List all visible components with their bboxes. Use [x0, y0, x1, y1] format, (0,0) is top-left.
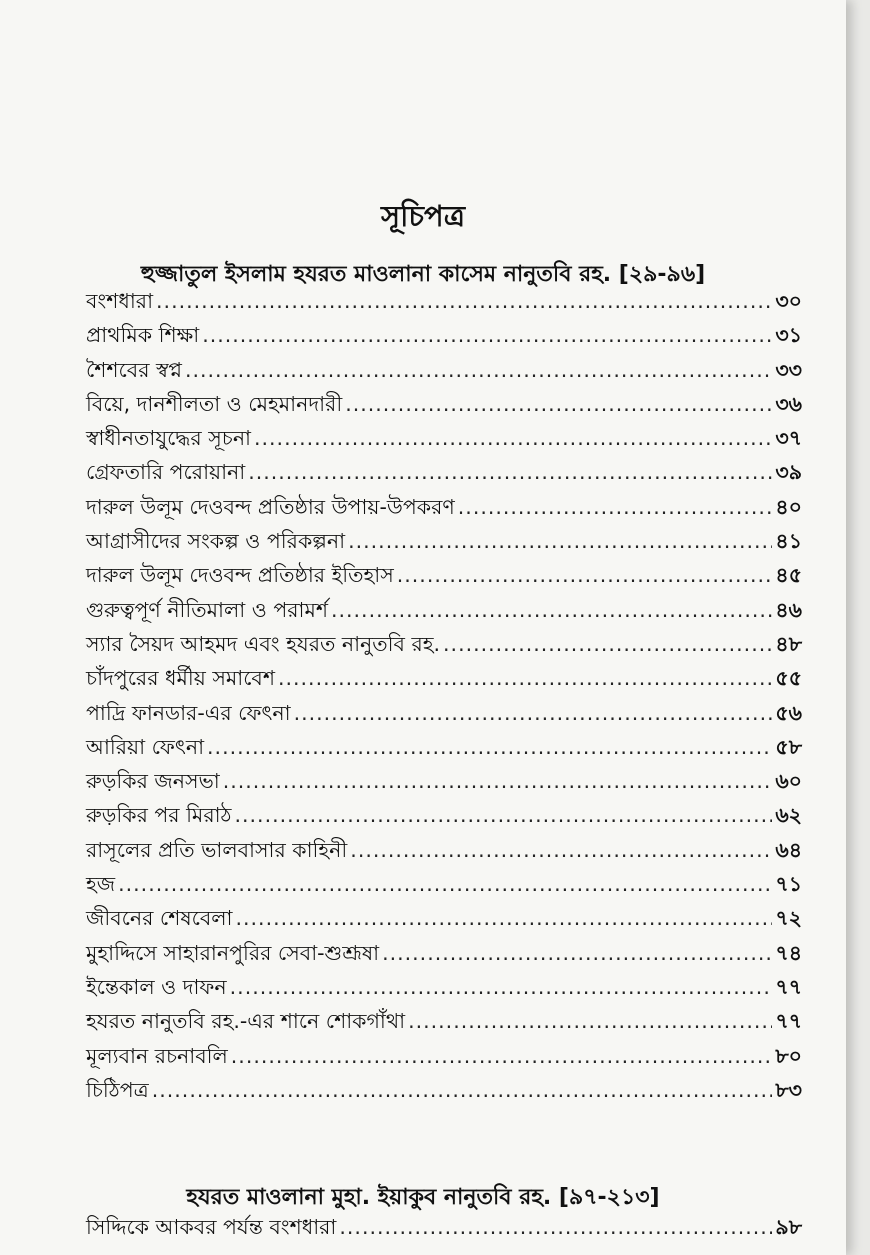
toc-entry-title: হজ — [86, 872, 116, 897]
section-heading-2: হযরত মাওলানা মুহা. ইয়াকুব নানুতবি রহ. [৯৭-২১৩] — [186, 1185, 660, 1210]
dot-leader — [382, 941, 772, 965]
toc-entry — [86, 732, 802, 766]
toc-entry-title: শৈশবের স্বপ্ন — [86, 357, 182, 382]
toc-entry-page: ৭৭ — [775, 1009, 802, 1034]
toc-entry-title: বংশধারা — [86, 289, 154, 313]
toc-entry-page: ৪৮ — [775, 631, 802, 656]
dot-leader — [458, 495, 773, 519]
dot-leader — [345, 392, 772, 416]
toc-entry-title: সিদ্দিকে আকবর পর্যন্ত বংশধারা — [86, 1215, 337, 1239]
toc-entry-title: চাঁদপুরের ধর্মীয় সমাবেশ — [86, 666, 275, 691]
toc-entry-title: প্রাথমিক শিক্ষা — [86, 323, 200, 348]
toc-entry-page: ৩০ — [775, 289, 802, 313]
toc-entry — [86, 869, 802, 903]
toc-entry-title: ইন্তেকাল ও দাফন — [86, 974, 227, 999]
toc-entry-title: স্বাধীনতাযুদ্ধের সূচনা — [86, 426, 251, 451]
toc-entry-page: ৩৬ — [775, 391, 802, 416]
toc-entry-page: ৭৭ — [775, 974, 802, 999]
dot-leader — [156, 289, 772, 313]
dot-leader — [152, 1078, 773, 1102]
dot-leader — [254, 426, 772, 450]
dot-leader — [331, 598, 772, 622]
toc-entry-title: মুহাদ্দিসে সাহারানপুরির সেবা-শুশ্রূষা — [86, 940, 380, 965]
toc-entry-page: ৬২ — [775, 803, 802, 828]
toc-entry — [86, 972, 802, 1006]
toc-entry-title: চিঠিপত্র — [86, 1077, 149, 1102]
toc-entry — [86, 1075, 802, 1109]
toc-entry-title: মূল্যবান রচনাবলি — [86, 1043, 228, 1068]
toc-entry-page: ৮০ — [775, 1043, 802, 1068]
toc-entry-title: দারুল উলূম দেওবন্দ প্রতিষ্ঠার উপায়-উপকরণ — [86, 494, 455, 519]
toc-entry-title: রাসূলের প্রতি ভালবাসার কাহিনী — [86, 837, 348, 862]
toc-entry — [86, 595, 802, 629]
toc-entry-page: ৩৩ — [775, 357, 802, 382]
toc-entry-page: ৯৮ — [775, 1215, 802, 1239]
toc-entry — [86, 560, 802, 594]
toc-entry-page: ৪৫ — [775, 563, 802, 588]
toc-entry-page: ৭৪ — [775, 940, 802, 965]
toc-entry-title: গুরুত্বপূর্ণ নীতিমালা ও পরামর্শ — [86, 597, 328, 622]
dot-leader — [397, 563, 773, 587]
toc-entry — [86, 938, 802, 972]
toc-entry-page: ৬০ — [775, 769, 802, 794]
toc-entry — [86, 663, 802, 697]
toc-entry-page: ৪৬ — [775, 597, 802, 622]
dot-leader — [223, 769, 773, 793]
dot-leader — [118, 872, 772, 896]
toc-entry-page: ৫৮ — [775, 734, 802, 759]
dot-leader — [231, 1044, 773, 1068]
toc-entry — [86, 389, 802, 423]
toc-entry — [86, 320, 802, 354]
toc-entry-page: ৭২ — [775, 906, 802, 931]
toc-entry-page: ৪১ — [775, 529, 802, 554]
toc-entry-page: ৪০ — [775, 494, 802, 519]
toc-entry-title: জীবনের শেষবেলা — [86, 906, 233, 931]
toc-entry-title: রুড়কির জনসভা — [86, 769, 220, 794]
toc-entry — [86, 629, 802, 663]
toc-entry-page: ৬৪ — [775, 837, 802, 862]
toc-entry-page: ৮৩ — [775, 1077, 802, 1102]
dot-leader — [443, 632, 772, 656]
dot-leader — [185, 358, 772, 382]
toc-entry-title: রুড়কির পর মিরাঠ — [86, 803, 232, 828]
toc-entry-title: বিয়ে, দানশীলতা ও মেহমানদারী — [86, 391, 343, 416]
toc-entry — [86, 492, 802, 526]
page-title: সূচিপত্র — [380, 199, 466, 233]
toc-entry — [86, 1006, 802, 1040]
toc-entry-page: ৫৫ — [775, 666, 802, 691]
toc-entry — [86, 457, 802, 491]
dot-leader — [202, 323, 772, 347]
toc-entry — [86, 526, 802, 560]
toc-list-1 — [86, 286, 802, 1109]
dot-leader — [235, 803, 773, 827]
toc-entry-title: স্যার সৈয়দ আহমদ এবং হযরত নানুতবি রহ. — [86, 631, 441, 656]
toc-entry — [86, 800, 802, 834]
toc-entry-title: পাদ্রি ফানডার-এর ফেৎনা — [86, 700, 291, 725]
toc-entry — [86, 698, 802, 732]
toc-entry-title: দারুল উলূম দেওবন্দ প্রতিষ্ঠার ইতিহাস — [86, 563, 394, 588]
toc-entry — [86, 1212, 802, 1246]
toc-entry-page: ৩৭ — [775, 426, 802, 451]
dot-leader — [230, 975, 773, 999]
dot-leader — [236, 906, 773, 930]
toc-entry-title: হযরত নানুতবি রহ.-এর শানে শোকগাঁথা — [86, 1009, 406, 1034]
toc-entry-page: ৩১ — [775, 323, 802, 348]
dot-leader — [278, 666, 772, 690]
toc-entry — [86, 903, 802, 937]
dot-leader — [294, 701, 773, 725]
toc-entry-page: ৫৬ — [775, 700, 802, 725]
toc-list-2 — [86, 1212, 802, 1246]
dot-leader — [248, 460, 772, 484]
toc-entry — [86, 355, 802, 389]
dot-leader — [350, 838, 772, 862]
toc-entry-title: গ্রেফতারি পরোয়ানা — [86, 460, 246, 485]
toc-entry-title: আগ্রাসীদের সংকল্প ও পরিকল্পনা — [86, 529, 346, 554]
toc-entry — [86, 766, 802, 800]
dot-leader — [348, 529, 772, 553]
dot-leader — [339, 1215, 772, 1239]
toc-entry — [86, 286, 802, 320]
toc-entry-page: ৩৯ — [775, 460, 802, 485]
toc-entry — [86, 1041, 802, 1075]
toc-entry-title: আরিয়া ফেৎনা — [86, 734, 205, 759]
toc-entry — [86, 423, 802, 457]
dot-leader — [408, 1009, 772, 1033]
toc-entry — [86, 835, 802, 869]
section-heading-1: হুজ্জাতুল ইসলাম হযরত মাওলানা কাসেম নানুতবি রহ. [২৯-৯৬] — [140, 262, 706, 287]
dot-leader — [207, 735, 772, 759]
toc-entry-page: ৭১ — [775, 872, 802, 897]
